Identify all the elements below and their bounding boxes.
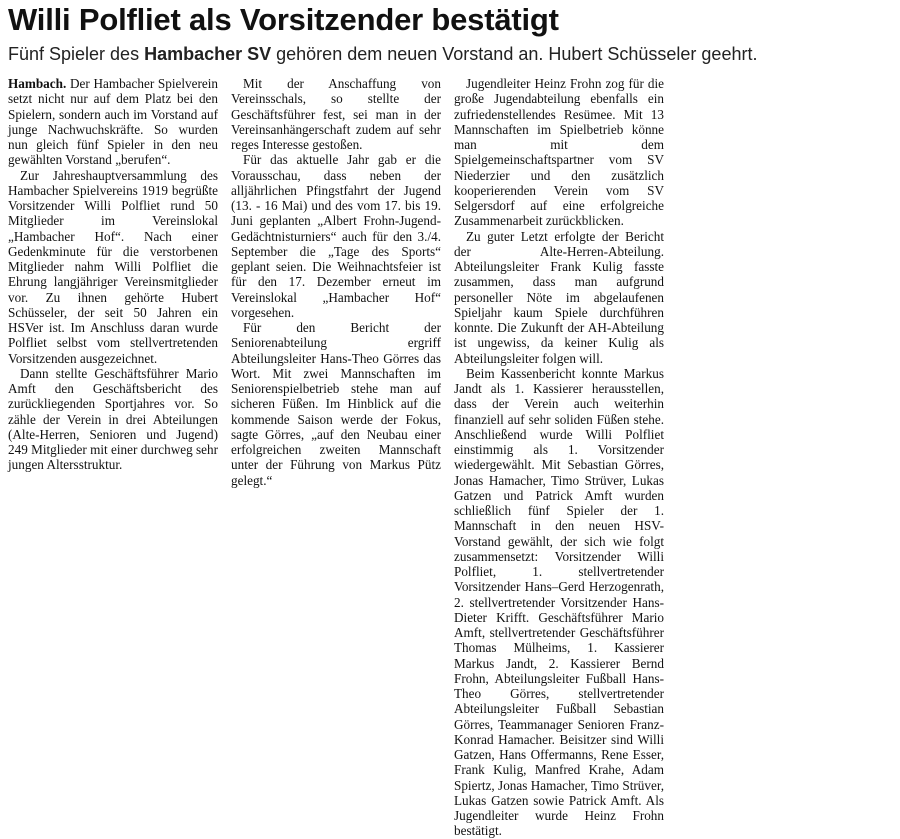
dateline: Hambach. <box>8 76 67 91</box>
paragraph: Mit der Anschaffung von Vereinsschals, so stellte der Geschäftsführer fest, sei man in der Vereinsanhängerschaft zudem auf sehr reges Interesse gestoßen. <box>231 76 441 152</box>
headline: Willi Polfliet als Vorsitzender bestätigt <box>8 2 559 37</box>
paragraph: Zu guter Letzt erfolgte der Bericht der Alte-Herren-Abteilung. Abteilungsleiter Frank Kulig fasste zusammen, dass man aufgrund personeller Nöte im abgelaufenen Spieljahr kaum Spiele durchführen konnte. Die Zukunft der AH-Abteilung ist ungewiss, da keiner Kulig als Abteilungsleiter folgen will. <box>454 228 664 366</box>
paragraph: Für den Bericht der Seniorenabteilung ergriff Abteilungsleiter Hans-Theo Görres das Wort. Mit zwei Mannschaften im Seniorenspielbetrieb stehe man auf sicheren Füßen. Im Hinblick auf die kommende Saison werde der Fokus, sagte Görres, „auf den Neubau einer erfolgreichen zweiten Mannschaft unter der Führung von Markus Pütz gelegt.“ <box>231 320 441 488</box>
column-1 <box>8 76 218 476</box>
subhead-text-end: gehören dem neuen Vorstand an. Hubert Schüsseler geehrt. <box>271 44 758 64</box>
paragraph: Dann stellte Geschäftsführer Mario Amft den Geschäftsbericht des zurückliegenden Sportjahres vor. So zähle der Verein in drei Abteilungen (Alte-Herren, Senioren und Jugend) 249 Mitglieder mit einer durchweg sehr jungen Altersstruktur. <box>8 365 218 473</box>
paragraph: Beim Kassenbericht konnte Markus Jandt als 1. Kassierer herausstellen, dass der Verein auch weiterhin finanziell auf sehr soliden Füßen stehe. Anschließend wurde Willi Polfliet einstimmig als 1. Vorsitzender wiedergewählt. Mit Sebastian Görres, Jonas Hamacher, Timo Strüver, Lukas Gatzen und Patrick Amft wurden schließlich fünf Spieler der 1. Mannschaft in den neuen HSV-Vorstand gewählt, der sich wie folgt zusammensetzt: Vorsitzender Willi Polfliet, 1. stellvertretender Vorsitzender Hans–Gerd Herzogenrath, 2. stellvertretender Vorsitzender Hans-Dieter Krifft. Geschäftsführer Mario Amft, stellvertretender Geschäftsführer Thomas Mülheims, 1. Kassierer Markus Jandt, 2. Kassierer Bernd Frohn, Abteilungsleiter Fußball Hans-Theo Görres, stellvertretender Abteilungsleiter Fußball Sebastian Görres, Teammanager Senioren Franz-Konrad Hamacher. Beisitzer sind Willi Gatzen, Hans Offermanns, Rene Esser, Frank Kulig, Manfred Krahe, Adam Spiertz, Jonas Hamacher, Timo Strüver, Lukas Gatzen sowie Patrick Amft. Als Jugendleiter wurde Heinz Frohn bestätigt. <box>454 365 664 839</box>
subhead-text-start: Fünf Spieler des <box>8 44 145 64</box>
paragraph <box>8 76 218 168</box>
paragraph-text: Der Hambacher Spielverein setzt nicht nur auf dem Platz bei den Spielern, sondern auch im Vorstand auf junge Nachwuchskräfte. So wurden nun gleich fünf Spieler in den neu gewählten Vorstand „berufen“. <box>8 76 218 168</box>
subheadline <box>8 42 892 66</box>
article-body <box>8 76 892 839</box>
column-3 <box>454 76 664 839</box>
paragraph: Zur Jahreshauptversammlung des Hambacher Spielvereins 1919 begrüßte Vorsitzender Willi Polfliet rund 50 Mitglieder im Vereinslokal „Hambacher Hof“. Nach einer Gedenkminute für die verstorbenen Mitglieder nahm Willi Polfliet die Ehrung langjähriger Vereinsmitglieder vor. Zu ihnen gehörte Hubert Schüsseler, der seit 50 Jahren ein HSVer ist. Im Anschluss daran wurde Polfliet selbst vom stellvertretenden Vorsitzenden ausgezeichnet. <box>8 167 218 366</box>
column-2 <box>231 76 441 488</box>
paragraph: Für das aktuelle Jahr gab er die Vorausschau, dass neben der alljährlichen Pfingstfahrt der Jugend (13. - 16 Mai) und des vom 17. bis 19. Juni geplanten „Albert Frohn-Jugend-Gedächtnisturniers“ auch für den 3./4. September die „Tage des Sports“ geplant seien. Die Weihnachtsfeier ist für den 17. Dezember erneut im Vereinslokal „Hambacher Hof“ vorgesehen. <box>231 152 441 320</box>
subhead-club-name: Hambacher SV <box>144 44 272 64</box>
paragraph: Jugendleiter Heinz Frohn zog für die große Jugendabteilung ebenfalls ein zufriedenstellendes Resümee. Mit 13 Mannschaften im Spielbetrieb könne man mit dem Spielgemeinschaftspartner vom SV Niederzier und den zusätzlich kooperierenden Verein vom SV Selgersdorf auf eine erfolgreiche Zusammenarbeit zurückblicken. <box>454 76 664 229</box>
